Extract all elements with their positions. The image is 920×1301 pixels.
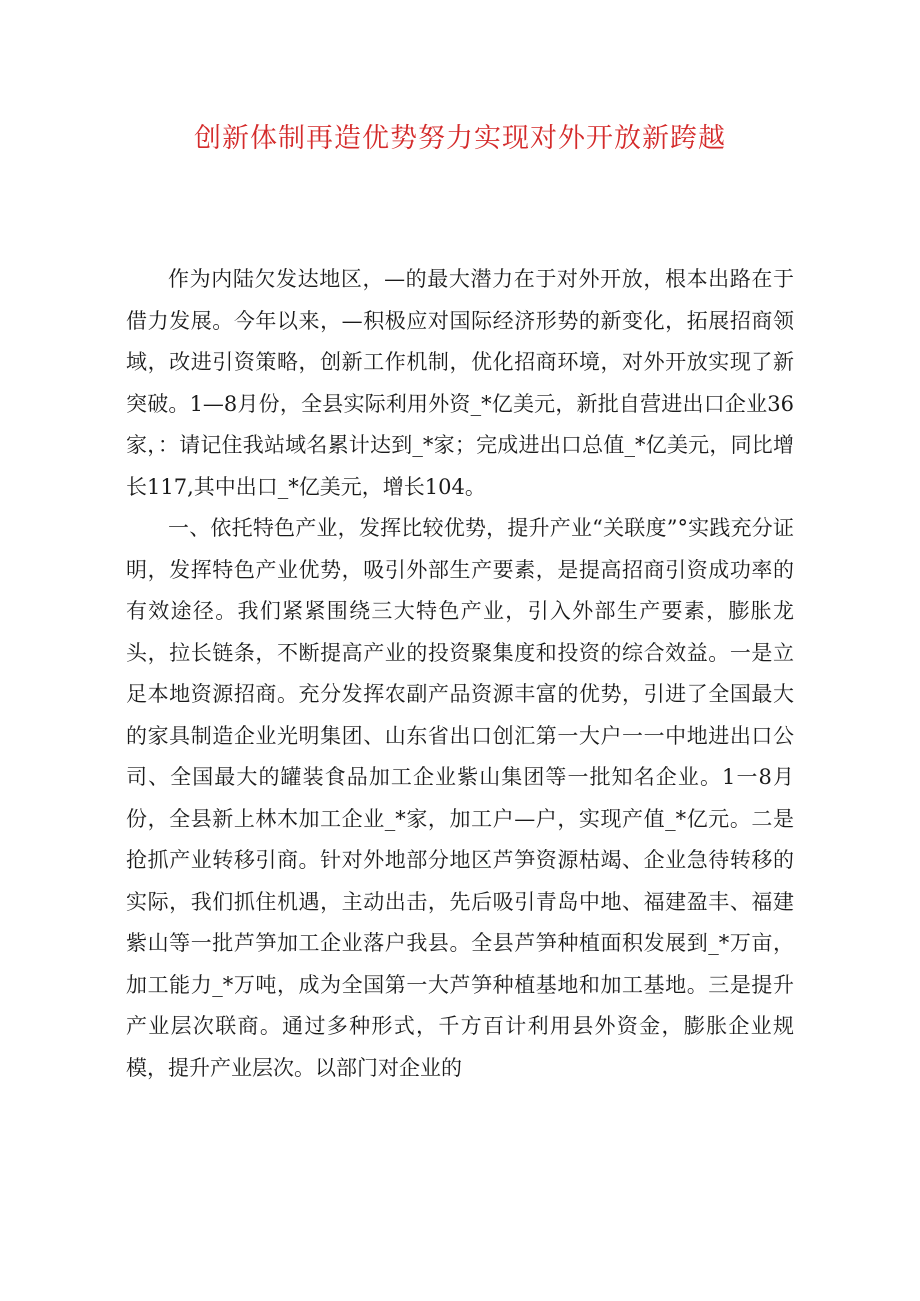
paragraph-section-one: 一、依托特色产业，发挥比较优势，提升产业“关联度”°实践充分证明，发挥特色产业优势，吸引外部生产要素，是提高招商引资成功率的有效途径。我们紧紧围绕三大特色产业，引入外部生产要素，膨胀龙头，拉长链条，不断提高产业的投资聚集度和投资的综合效益。一是立足本地资源招商。充分发挥农副产品资源丰富的优势，引进了全国最大的家具制造企业光明集团、山东省出口创汇第一大户一一中地进出口公司、全国最大的罐装食品加工企业紫山集团等一批知名企业。1一8月份，全县新上林木加工企业_*家，加工户—户，实现产值_*亿元。二是抢抓产业转移引商。针对外地部分地区芦笋资源枯竭、企业急待转移的实际，我们抓住机遇，主动出击，先后吸引青岛中地、福建盈丰、福建紫山等一批芦笋加工企业落户我县。全县芦笋种植面积发展到_*万亩，加工能力_*万吨，成为全国第一大芦笋种植基地和加工基地。三是提升产业层次联商。通过多种形式，千方百计利用县外资金，膨胀企业规模，提升产业层次。以部门对企业的 [126, 516, 794, 1080]
paragraph-intro: 作为内陆欠发达地区，—的最大潜力在于对外开放，根本出路在于借力发展。今年以来，—积极应对国际经济形势的新变化，拓展招商领域，改进引资策略，创新工作机制，优化招商环境，对外开放实现了新突破。1—8月份，全县实际利用外资_*亿美元，新批自营进出口企业36家，：请记住我站域名累计达到_*家；完成进出口总值_*亿美元，同比增长117,其中出口_*亿美元，增长104。 [126, 267, 794, 499]
document-body [126, 259, 794, 1089]
document-title: 创新体制再造优势努力实现对外开放新跨越 [194, 123, 726, 154]
